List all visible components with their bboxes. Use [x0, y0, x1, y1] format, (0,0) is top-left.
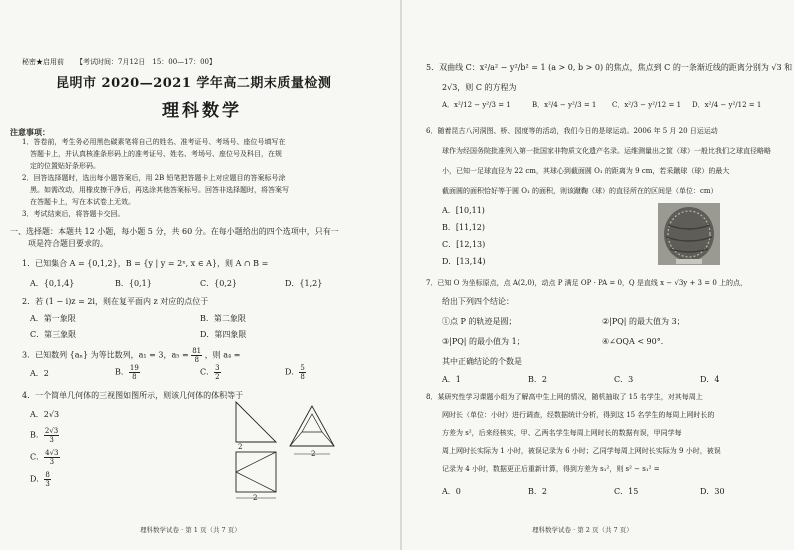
cuju-ball-photo [658, 203, 720, 265]
note-line: 3．考试结束后，将答题卡交回。 [22, 210, 125, 218]
page-footer: 理科数学试卷 · 第 2 页（共 7 页） [532, 526, 633, 534]
three-view-figure [234, 400, 344, 500]
q3-option-b: B． $\frac{19}{8}$ [115, 364, 139, 381]
dim-label-side: 2 [311, 450, 316, 458]
q3-text-a: 3．已知数列 {aₙ} 为等比数列，a₁ = 3，a₅ = [22, 350, 189, 360]
q3-option-a: A．2 [30, 369, 49, 378]
q8-option-b: B．2 [528, 487, 547, 496]
q3-option-c: C． $\frac{3}{2}$ [200, 364, 220, 381]
section-one-line: 项是符合题目要求的。 [28, 239, 108, 248]
page-footer: 理科数学试卷 · 第 1 页（共 7 页） [140, 526, 241, 534]
q1-option-a: A．{0,1,4} [30, 279, 75, 288]
q7-ask: 其中正确结论的个数是 [442, 357, 522, 366]
note-line: 2．回答选择题时，选出每小题答案后，用 2B 铅笔把答题卡上对应题目的答案标号涂 [22, 174, 286, 182]
q6-option-b: B．[11,12) [442, 223, 486, 232]
q5-option-c: C．x²/3 − y²/12 = 1 [612, 101, 682, 109]
secret-label: 秘密★启用前 [22, 58, 64, 66]
q2-option-d: D．第四象限 [200, 330, 247, 339]
q5-option-b: B．x²/4 − y²/3 = 1 [532, 101, 597, 109]
q7-statement-4: ④∠OQA < 90°． [602, 337, 669, 346]
dim-label-top: 2 [253, 494, 258, 502]
q7-statement-2: ②|PQ| 的最大值为 3； [602, 317, 685, 326]
q6-option-c: C．[12,13) [442, 240, 486, 249]
q4-option-d: D． $\frac{8}{3}$ [30, 471, 50, 488]
section-one-line: 一、选择题：本题共 12 小题，每小题 5 分，共 60 分。在每小题给出的四个选项中，只有一 [10, 227, 339, 236]
question-8: 8．某研究性学习课题小组为了解高中生上网的情况，随机抽取了 15 名学生，对其每周上 [426, 393, 703, 401]
note-line: 答题卡上，并认真核准条形码上的准考证号、姓名、考场号、座位号及科目，在规 [30, 150, 282, 158]
top-view [236, 452, 276, 492]
note-line: 黑。如需改动，用橡皮擦干净后，再选涂其他答案标号。回答非选择题时，将答案写 [30, 186, 289, 194]
q7-statement-1: ①点 P 的轨迹是圆； [442, 317, 517, 326]
q1-option-c: C．{0,2} [200, 279, 238, 288]
q2-option-c: C．第三象限 [30, 330, 77, 339]
question-8-line: 周上网时长实际为 1 小时，被误记录为 6 小时；乙同学每周上网时长实际为 9 小时，被误 [442, 447, 721, 455]
q7-option-a: A．1 [442, 375, 461, 384]
exam-time: 【考试时间：7月12日 15：00—17：00】 [76, 58, 216, 66]
q2-option-b: B．第二象限 [200, 314, 246, 323]
q1-option-d: D．{1,2} [285, 279, 323, 288]
q3-text-b: ，则 a₄ = [204, 350, 241, 360]
q8-option-d: D．30 [700, 487, 725, 496]
q4-option-a: A．2√3 [30, 410, 60, 419]
q8-option-c: C．15 [614, 487, 639, 496]
subject-title: 理科数学 [162, 101, 242, 121]
q4-option-b: B． $\frac{2√3}{3}$ [30, 427, 59, 444]
note-line: 1．答卷前，考生务必用黑色碳素笔将自己的姓名、准考证号、考场号、座位号填写在 [22, 138, 286, 146]
q6-option-d: D．[13,14) [442, 257, 486, 266]
q3-option-d: D． $\frac{5}{8}$ [285, 364, 305, 381]
q2-option-a: A．第一象限 [30, 314, 76, 323]
exam-title: 昆明市 2020—2021 学年高二期末质量检测 [56, 76, 332, 91]
question-1: 1．已知集合 A = {0,1,2}，B = {y | y = 2ˣ, x ∈ A}，则 A ∩ B = [22, 259, 269, 268]
q3-fraction: $\frac{81}{8}$ [192, 347, 202, 364]
q8-option-a: A．0 [442, 487, 461, 496]
question-6: 6．随着昆古八河洞图、桥、园度等的活动，我们今日的是球运动。2006 年 5 月 20 日运运动 [426, 127, 718, 135]
notes-heading: 注意事项： [10, 127, 50, 137]
question-7: 7．已知 O 为坐标原点，点 A(2,0)，动点 P 满足 OP · PA = 0，Q 是直线 x − √3y + 3 = 0 上的点， [426, 279, 748, 287]
question-6-line: 小，已知一足球直径为 22 cm，其球心到截面圆 O₁ 的距离为 9 cm，若采蹴球（球）的最大 [442, 167, 730, 175]
question-8-line: 网时长（单位：小时）进行调查，经数据统计分析，得到这 15 名学生的每周上网时长的 [442, 411, 715, 419]
q4-option-c: C． $\frac{4√3}{3}$ [30, 449, 59, 466]
q5-option-d: D．x²/4 − y²/12 = 1 [692, 101, 762, 109]
question-5-cont: 2√3，则 C 的方程为 [442, 83, 517, 92]
question-4: 4．一个简单几何体的三视图如图所示，则该几何体的体积等于 [22, 391, 244, 400]
question-8-line: 方差为 s²，后来经核实，甲、乙两名学生每周上网时长的数据有误，甲同学每 [442, 429, 682, 437]
q1-option-b: B．{0,1} [115, 279, 152, 288]
note-line: 定的位置贴好条形码。 [30, 162, 100, 170]
side-view [290, 406, 334, 446]
exam-page-2 [402, 0, 794, 550]
q5-option-a: A．x²/12 − y²/3 = 1 [442, 101, 511, 109]
q7-statement-3: ③|PQ| 的最小值为 1； [442, 337, 525, 346]
q7-option-d: D．4 [700, 375, 720, 384]
q7-option-c: C．3 [614, 375, 634, 384]
front-view [236, 402, 276, 442]
q6-option-a: A．[10,11) [442, 206, 485, 215]
question-2: 2．若 (1 − i)z = 2i，则在复平面内 z 对应的点位于 [22, 297, 209, 306]
note-line: 在答题卡上，写在本试卷上无效。 [30, 198, 135, 206]
question-3 [22, 347, 240, 364]
question-5: 5．双曲线 C：x²/a² − y²/b² = 1 (a > 0, b > 0) 的焦点，焦点到 C 的一条渐近线的距离分别为 √3 和 [426, 63, 793, 72]
dim-label-front: 2 [238, 443, 243, 451]
question-8-line: 记录为 4 小时，数据更正后重新计算，得到方差为 s₁²，则 s² − s₁² = [442, 465, 660, 473]
question-6-line: 截面圆的面积恰好等于圆 O₁ 的面积，则该蹴鞠（球）的直径所在的区间是（单位：cm） [442, 187, 718, 195]
q7-option-b: B．2 [528, 375, 547, 384]
question-7-cont: 给出下列四个结论： [442, 297, 514, 306]
question-6-line: 球作为经国务院批准列入第一批国家非物质文化遗产名录。运维测量出之筐（球）一般比我们之球直径略略 [442, 147, 771, 155]
